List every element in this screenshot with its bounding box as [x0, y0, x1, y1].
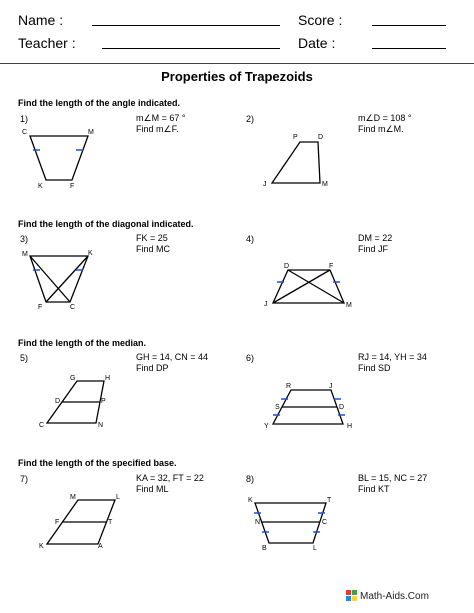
- section-heading-angle: Find the length of the angle indicated.: [18, 98, 180, 108]
- problem-2-given-line1: m∠D = 108 °: [358, 113, 412, 123]
- problem-3-vertex-m: M: [22, 251, 28, 258]
- problem-2-number: 2): [246, 114, 255, 124]
- section-heading-diagonal: Find the length of the diagonal indicated.: [18, 219, 194, 229]
- problem-6-find-line: Find SD: [358, 363, 391, 373]
- problem-4-vertex-m: M: [346, 302, 352, 309]
- problem-3-given: [136, 233, 170, 255]
- math-aids-logo-icon: [346, 590, 357, 601]
- problem-8-vertex-c: C: [322, 519, 328, 526]
- problem-4-vertex-j: J: [264, 301, 268, 308]
- date-label: Date :: [298, 35, 336, 51]
- problem-8-number: 8): [246, 474, 255, 484]
- problem-1-vertex-m: M: [88, 129, 94, 136]
- problem-8-vertex-t: T: [327, 497, 332, 504]
- problem-5-given: [136, 352, 208, 374]
- problem-1-trapezoid: [30, 136, 88, 180]
- problem-1-vertex-f: F: [70, 183, 75, 190]
- problem-3-diagonal-mc: [30, 256, 70, 302]
- problem-4-number: 4): [246, 234, 255, 244]
- problem-3-vertex-k: K: [88, 250, 93, 257]
- score-label: Score :: [298, 12, 343, 28]
- problem-5-vertex-d: D: [55, 398, 61, 405]
- problem-7-vertex-m: M: [70, 494, 76, 501]
- problem-5-vertex-n: N: [98, 422, 104, 429]
- problem-8-given: [358, 473, 427, 495]
- problem-5-figure: [39, 375, 110, 429]
- problem-1-number: 1): [20, 114, 29, 124]
- problem-4-given: [358, 233, 392, 255]
- problem-6-given: [358, 352, 427, 374]
- problem-2-vertex-j: J: [263, 181, 267, 188]
- problem-4-figure: [264, 263, 352, 309]
- problem-1-find-line: Find m∠F.: [136, 124, 179, 134]
- problem-4-vertex-f: F: [329, 263, 334, 270]
- problem-7-vertex-k: K: [39, 543, 44, 550]
- problem-6-vertex-h: H: [347, 423, 353, 430]
- problem-3-trapezoid: [30, 256, 88, 302]
- problem-3-find-line: Find MC: [136, 244, 171, 254]
- footer-brand-text: Math-Aids.Com: [360, 591, 429, 602]
- problem-3-vertex-c: C: [70, 304, 76, 311]
- problem-8-given-line1: BL = 15, NC = 27: [358, 473, 428, 483]
- problem-8-vertex-l: L: [313, 545, 317, 552]
- problem-3-number: 3): [20, 234, 29, 244]
- problem-5-vertex-h: H: [105, 375, 111, 382]
- problem-6-vertex-y: Y: [264, 423, 269, 430]
- problem-7-vertex-l: L: [116, 494, 120, 501]
- problem-3-figure: [22, 250, 93, 311]
- problem-6-figure: [264, 383, 352, 430]
- problem-5-given-line1: GH = 14, CN = 44: [136, 352, 209, 362]
- problem-4-diagonal-fj: [273, 270, 330, 303]
- problem-6-given-line1: RJ = 14, YH = 34: [358, 352, 427, 362]
- problem-1-vertex-c: C: [22, 129, 28, 136]
- worksheet-title: Properties of Trapezoids: [161, 69, 313, 84]
- problem-6-vertex-j: J: [329, 383, 333, 390]
- section-heading-median: Find the length of the median.: [18, 338, 146, 348]
- problem-7-vertex-a: A: [98, 543, 103, 550]
- name-label: Name :: [18, 12, 64, 28]
- problem-7-given-line1: KA = 32, FT = 22: [136, 473, 204, 483]
- problem-8-find-line: Find KT: [358, 484, 390, 494]
- problem-5-find-line: Find DP: [136, 363, 169, 373]
- problem-3-diagonal-kf: [46, 256, 88, 302]
- problem-2-vertex-d: D: [318, 134, 324, 141]
- problem-6-number: 6): [246, 353, 255, 363]
- problem-2-trapezoid: [272, 142, 320, 183]
- problem-4-diagonal-dm: [288, 270, 344, 303]
- problem-7-vertex-f: F: [55, 519, 60, 526]
- problem-1-given-line1: m∠M = 67 °: [136, 113, 186, 123]
- problem-7-given: [136, 473, 204, 495]
- problem-8-trapezoid: [255, 503, 326, 543]
- problem-1-figure: [22, 129, 94, 190]
- problem-7-vertex-t: T: [108, 519, 113, 526]
- problem-8-vertex-k: K: [248, 497, 253, 504]
- problem-2-find-line: Find m∠M.: [358, 124, 404, 134]
- problem-2-vertex-p: P: [293, 134, 298, 141]
- problem-8-vertex-n: N: [255, 519, 261, 526]
- problem-2-vertex-m: M: [322, 181, 328, 188]
- problem-4-find-line: Find JF: [358, 244, 389, 254]
- section-heading-base: Find the length of the specified base.: [18, 458, 177, 468]
- problem-8-figure: [248, 497, 332, 552]
- problem-6-vertex-d: D: [339, 404, 345, 411]
- problem-8-vertex-b: B: [262, 545, 267, 552]
- problem-7-number: 7): [20, 474, 29, 484]
- problem-5-vertex-p: P: [101, 398, 106, 405]
- problem-5-vertex-c: C: [39, 422, 45, 429]
- problem-5-vertex-g: G: [70, 375, 76, 382]
- problem-1-vertex-k: K: [38, 183, 43, 190]
- problem-4-trapezoid: [273, 270, 344, 303]
- problem-7-figure: [39, 494, 120, 550]
- problem-2-figure: [263, 134, 328, 188]
- problem-6-vertex-r: R: [286, 383, 292, 390]
- problem-3-vertex-f: F: [38, 304, 43, 311]
- problem-6-vertex-s: S: [275, 404, 280, 411]
- problem-3-given-line1: FK = 25: [136, 233, 168, 243]
- problem-5-number: 5): [20, 353, 29, 363]
- teacher-label: Teacher :: [18, 35, 76, 51]
- problem-4-given-line1: DM = 22: [358, 233, 393, 243]
- problem-4-vertex-d: D: [284, 263, 290, 270]
- problem-7-find-line: Find ML: [136, 484, 169, 494]
- problem-2-given: [358, 113, 411, 135]
